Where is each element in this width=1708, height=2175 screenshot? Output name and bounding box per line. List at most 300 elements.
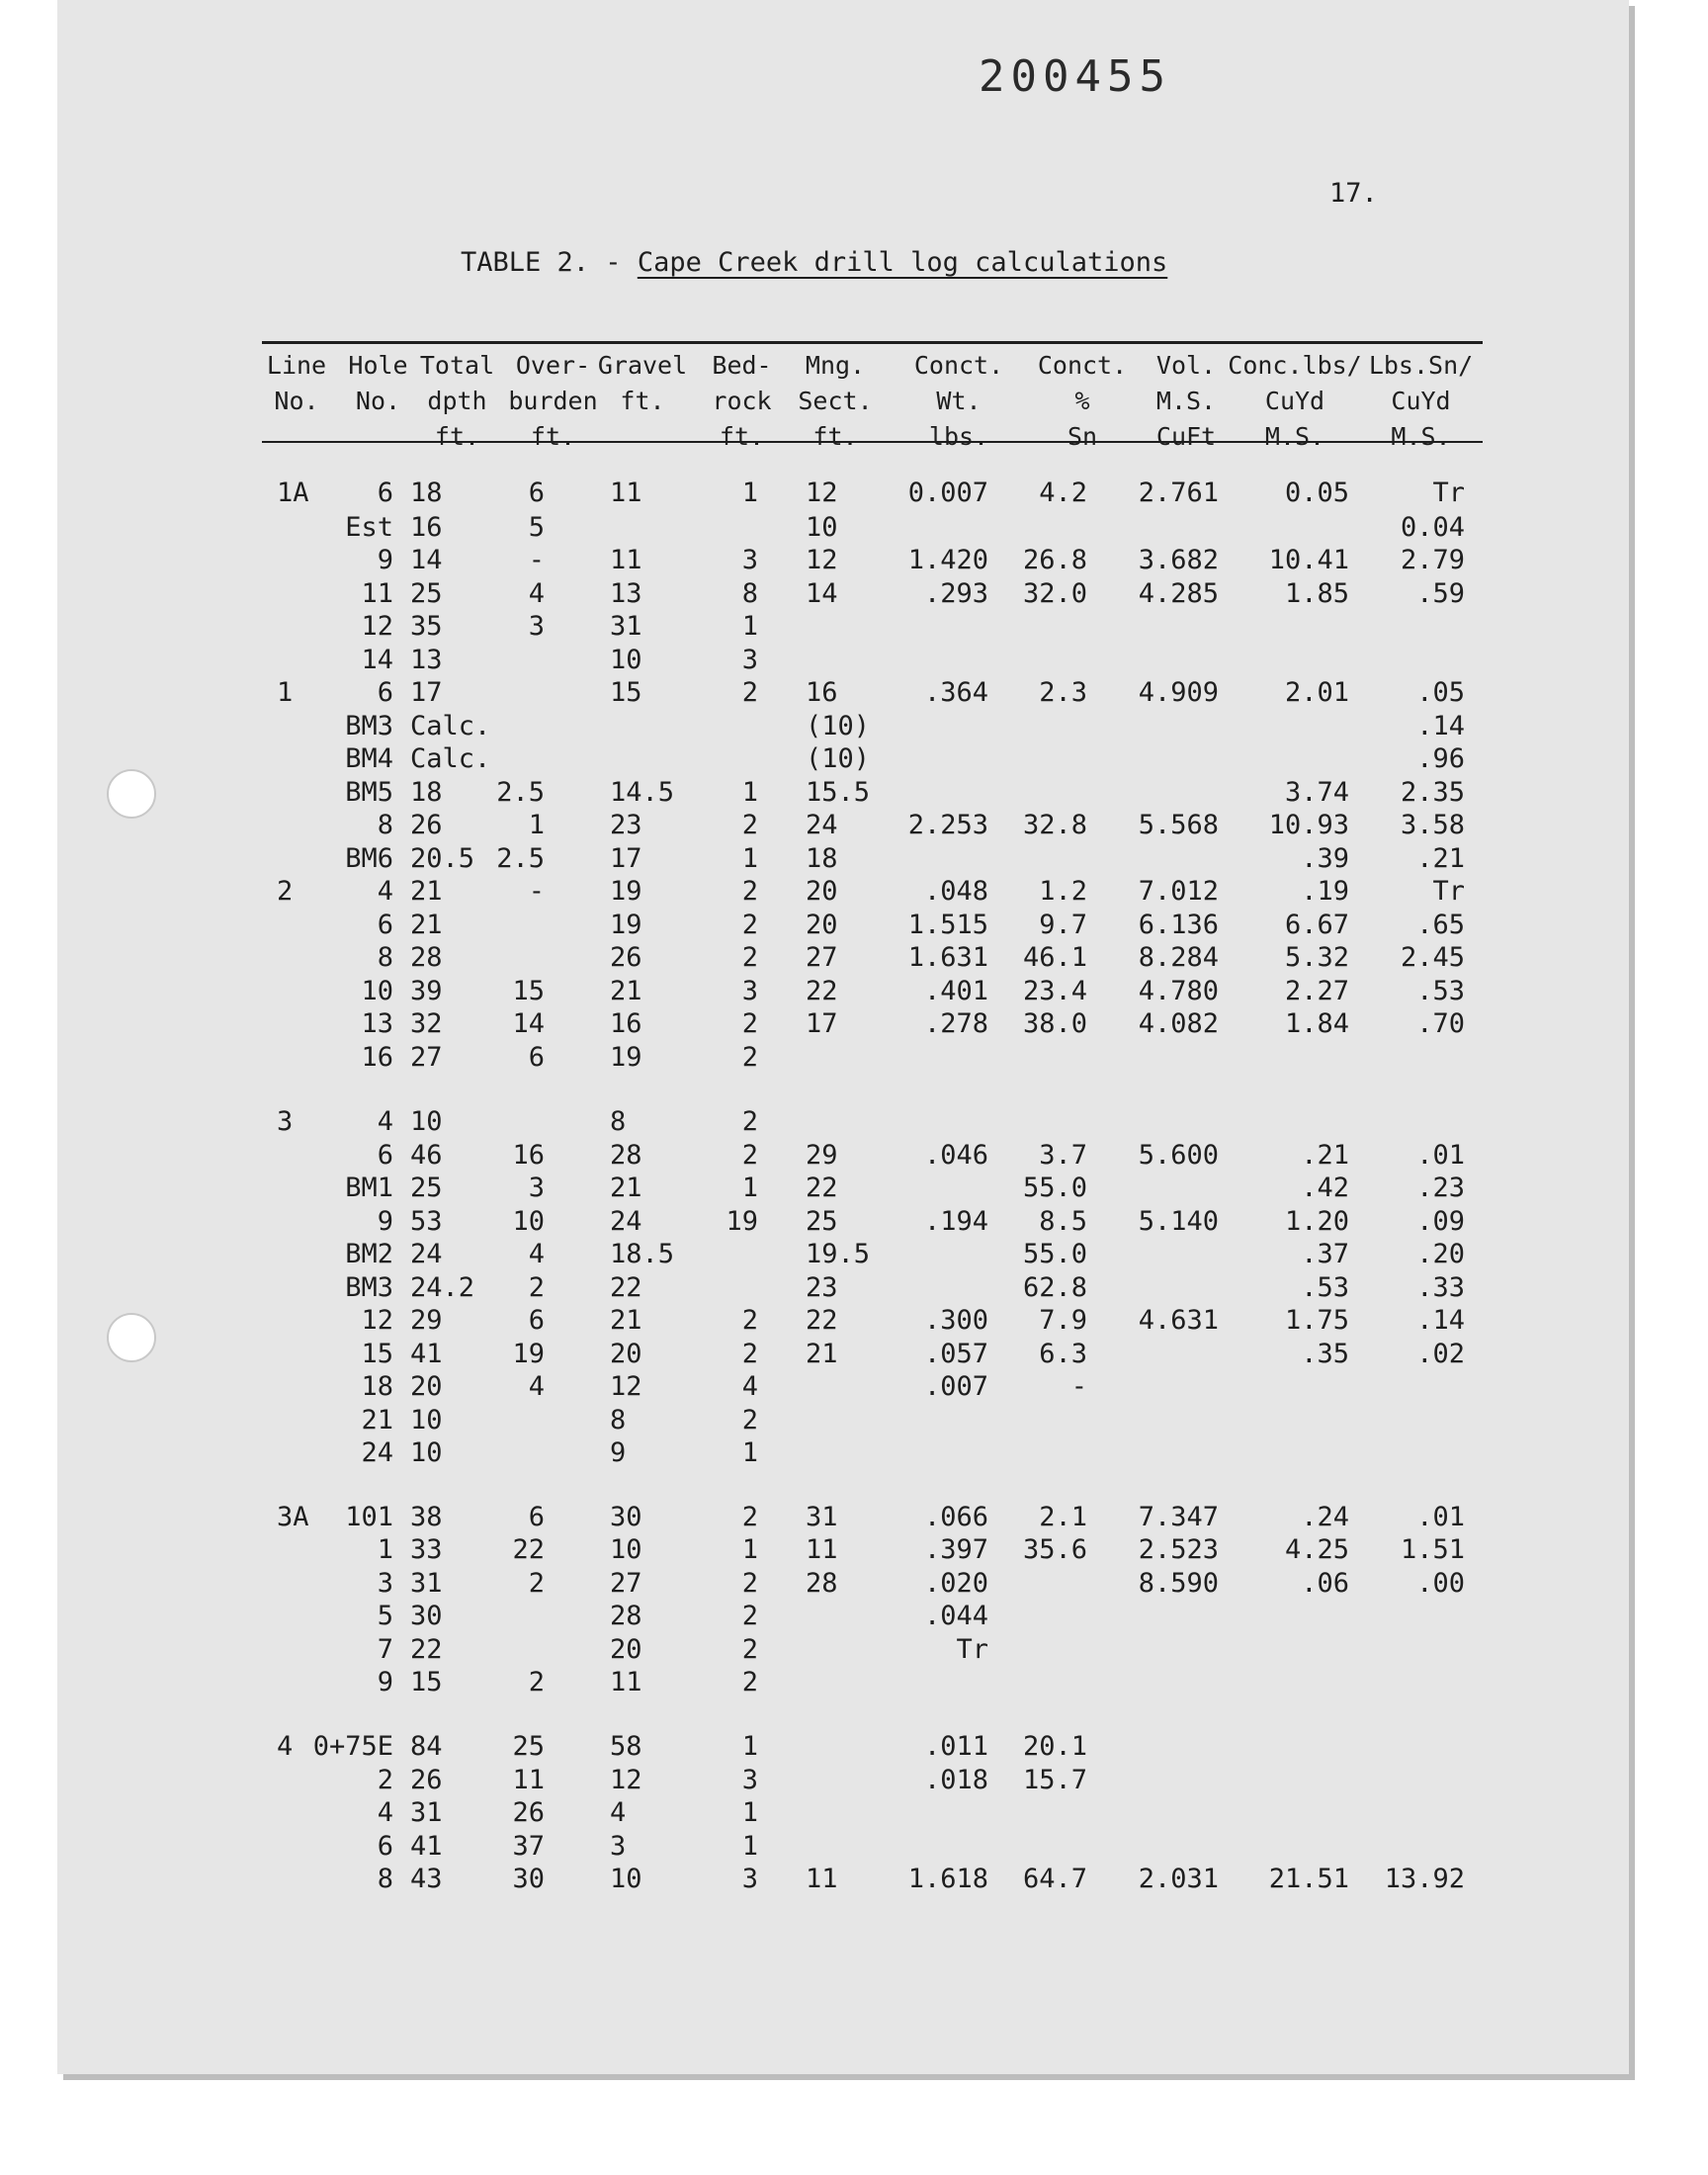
cell-concentrate-weight: .364 xyxy=(923,677,988,708)
cell-bedrock: 1 xyxy=(741,1437,758,1468)
cell-gravel: 20 xyxy=(610,1339,642,1369)
cell-hole-no: 9 xyxy=(377,1206,393,1237)
cell-line-no: 1 xyxy=(277,677,294,708)
cell-volume-ms: 8.590 xyxy=(1138,1568,1219,1599)
cell-concentrate-percent-sn: 4.2 xyxy=(1039,478,1087,508)
cell-volume-ms: 7.347 xyxy=(1138,1502,1219,1532)
cell-total-depth: 41 xyxy=(410,1339,443,1369)
header-overburden: Over- burden ft. xyxy=(508,351,598,451)
cell-mining-section: 24 xyxy=(806,810,838,840)
cell-concentrate-weight: 1.515 xyxy=(907,910,988,940)
cell-hole-no: 101 xyxy=(345,1502,393,1532)
cell-hole-no: BM3 xyxy=(345,1272,393,1303)
cell-mining-section: 29 xyxy=(806,1140,838,1171)
cell-overburden: 6 xyxy=(528,478,545,508)
cell-concentrate-percent-sn: 20.1 xyxy=(1022,1731,1087,1762)
cell-total-depth: 39 xyxy=(410,976,443,1006)
cell-bedrock: 1 xyxy=(741,478,758,508)
cell-hole-no: 8 xyxy=(377,810,393,840)
cell-hole-no: BM2 xyxy=(345,1239,393,1269)
cell-hole-no: BM4 xyxy=(345,743,393,774)
cell-volume-ms: 4.909 xyxy=(1138,677,1219,708)
cell-volume-ms: 4.631 xyxy=(1138,1305,1219,1336)
cell-total-depth: 18 xyxy=(410,777,443,808)
cell-overburden: 6 xyxy=(528,1502,545,1532)
cell-overburden: 3 xyxy=(528,611,545,642)
cell-concentrate-lbs-per-cuyd: 10.93 xyxy=(1268,810,1349,840)
cell-total-depth: 14 xyxy=(410,545,443,575)
cell-hole-no: 1 xyxy=(377,1534,393,1565)
cell-total-depth: 17 xyxy=(410,677,443,708)
cell-bedrock: 3 xyxy=(741,1864,758,1894)
cell-concentrate-lbs-per-cuyd: 1.85 xyxy=(1284,578,1349,609)
cell-hole-no: 4 xyxy=(377,1106,393,1137)
cell-concentrate-lbs-per-cuyd: 1.20 xyxy=(1284,1206,1349,1237)
cell-bedrock: 2 xyxy=(741,1042,758,1073)
cell-bedrock: 2 xyxy=(741,1502,758,1532)
cell-overburden: 30 xyxy=(512,1864,545,1894)
cell-lbs-sn-per-cuyd: .02 xyxy=(1416,1339,1465,1369)
cell-hole-no: 15 xyxy=(361,1339,393,1369)
cell-gravel: 58 xyxy=(610,1731,642,1762)
cell-gravel: 11 xyxy=(610,1667,642,1697)
cell-gravel: 18.5 xyxy=(610,1239,675,1269)
cell-bedrock: 3 xyxy=(741,1765,758,1795)
cell-lbs-sn-per-cuyd: 13.92 xyxy=(1384,1864,1465,1894)
cell-gravel: 11 xyxy=(610,478,642,508)
cell-hole-no: BM3 xyxy=(345,711,393,741)
cell-mining-section: 23 xyxy=(806,1272,838,1303)
cell-gravel: 21 xyxy=(610,976,642,1006)
cell-concentrate-percent-sn: 15.7 xyxy=(1022,1765,1087,1795)
cell-hole-no: 4 xyxy=(377,1797,393,1828)
header-gravel: Gravel ft. xyxy=(597,351,688,415)
cell-gravel: 28 xyxy=(610,1601,642,1631)
cell-total-depth: 25 xyxy=(410,1173,443,1203)
cell-hole-no: 9 xyxy=(377,545,393,575)
cell-concentrate-lbs-per-cuyd: .37 xyxy=(1301,1239,1349,1269)
cell-bedrock: 3 xyxy=(741,545,758,575)
cell-concentrate-lbs-per-cuyd: .19 xyxy=(1301,876,1349,907)
cell-gravel: 10 xyxy=(610,1534,642,1565)
cell-overburden: 4 xyxy=(528,1239,545,1269)
cell-overburden: 37 xyxy=(512,1831,545,1862)
cell-hole-no: 9 xyxy=(377,1667,393,1697)
cell-total-depth: 20.5 xyxy=(410,843,475,874)
cell-volume-ms: 5.568 xyxy=(1138,810,1219,840)
cell-concentrate-percent-sn: 32.8 xyxy=(1022,810,1087,840)
cell-gravel: 8 xyxy=(610,1405,627,1436)
cell-lbs-sn-per-cuyd: .23 xyxy=(1416,1173,1465,1203)
cell-gravel: 19 xyxy=(610,910,642,940)
header-concentrate-lbs-per-cuyd: Conc.lbs/ CuYd M.S. xyxy=(1228,351,1362,451)
cell-lbs-sn-per-cuyd: .05 xyxy=(1416,677,1465,708)
cell-concentrate-lbs-per-cuyd: 2.01 xyxy=(1284,677,1349,708)
cell-bedrock: 2 xyxy=(741,942,758,973)
punch-hole-top xyxy=(107,769,156,819)
cell-bedrock: 2 xyxy=(741,677,758,708)
cell-overburden: 6 xyxy=(528,1305,545,1336)
cell-concentrate-percent-sn: 9.7 xyxy=(1039,910,1087,940)
cell-hole-no: 18 xyxy=(361,1371,393,1402)
cell-mining-section: 20 xyxy=(806,876,838,907)
header-total-depth: Total dpth ft. xyxy=(419,351,495,451)
cell-concentrate-percent-sn: 38.0 xyxy=(1022,1008,1087,1039)
cell-concentrate-lbs-per-cuyd: 10.41 xyxy=(1268,545,1349,575)
cell-concentrate-weight: 0.007 xyxy=(907,478,988,508)
cell-volume-ms: 2.761 xyxy=(1138,478,1219,508)
cell-hole-no: Est xyxy=(345,512,393,543)
cell-gravel: 19 xyxy=(610,876,642,907)
cell-concentrate-percent-sn: 23.4 xyxy=(1022,976,1087,1006)
cell-concentrate-percent-sn: 26.8 xyxy=(1022,545,1087,575)
cell-gravel: 20 xyxy=(610,1634,642,1665)
cell-bedrock: 2 xyxy=(741,910,758,940)
cell-mining-section: 21 xyxy=(806,1339,838,1369)
cell-overburden: 2 xyxy=(528,1272,545,1303)
header-top-rule xyxy=(262,341,1483,344)
cell-volume-ms: 6.136 xyxy=(1138,910,1219,940)
cell-total-depth: 10 xyxy=(410,1106,443,1137)
cell-total-depth: 25 xyxy=(410,578,443,609)
cell-total-depth: 27 xyxy=(410,1042,443,1073)
cell-total-depth: 32 xyxy=(410,1008,443,1039)
cell-hole-no: 6 xyxy=(377,1140,393,1171)
cell-hole-no: 7 xyxy=(377,1634,393,1665)
cell-overburden: 1 xyxy=(528,810,545,840)
cell-bedrock: 2 xyxy=(741,1140,758,1171)
table-title-text: Cape Creek drill log calculations xyxy=(637,247,1168,278)
table-title xyxy=(461,247,1167,278)
cell-total-depth: 20 xyxy=(410,1371,443,1402)
cell-concentrate-lbs-per-cuyd: 6.67 xyxy=(1284,910,1349,940)
cell-mining-section: 15.5 xyxy=(806,777,871,808)
cell-concentrate-percent-sn: 46.1 xyxy=(1022,942,1087,973)
cell-mining-section: 12 xyxy=(806,545,838,575)
cell-overburden: 2.5 xyxy=(496,777,545,808)
cell-gravel: 19 xyxy=(610,1042,642,1073)
cell-hole-no: 10 xyxy=(361,976,393,1006)
cell-concentrate-weight: .066 xyxy=(923,1502,988,1532)
cell-concentrate-weight: .300 xyxy=(923,1305,988,1336)
cell-bedrock: 2 xyxy=(741,1305,758,1336)
cell-lbs-sn-per-cuyd: .70 xyxy=(1416,1008,1465,1039)
cell-gravel: 22 xyxy=(610,1272,642,1303)
cell-line-no: 3 xyxy=(277,1106,294,1137)
cell-total-depth: 29 xyxy=(410,1305,443,1336)
cell-hole-no: 16 xyxy=(361,1042,393,1073)
cell-mining-section: 14 xyxy=(806,578,838,609)
cell-concentrate-weight: .278 xyxy=(923,1008,988,1039)
cell-gravel: 15 xyxy=(610,677,642,708)
cell-bedrock: 2 xyxy=(741,876,758,907)
cell-bedrock: 2 xyxy=(741,810,758,840)
cell-concentrate-percent-sn: 62.8 xyxy=(1022,1272,1087,1303)
cell-concentrate-percent-sn: 1.2 xyxy=(1039,876,1087,907)
cell-lbs-sn-per-cuyd: 3.58 xyxy=(1400,810,1465,840)
cell-concentrate-percent-sn: - xyxy=(1070,1371,1087,1402)
cell-total-depth: 18 xyxy=(410,478,443,508)
cell-lbs-sn-per-cuyd: .53 xyxy=(1416,976,1465,1006)
cell-hole-no: 21 xyxy=(361,1405,393,1436)
cell-concentrate-lbs-per-cuyd: 5.32 xyxy=(1284,942,1349,973)
cell-total-depth: 43 xyxy=(410,1864,443,1894)
cell-total-depth: 24.2 xyxy=(410,1272,475,1303)
cell-bedrock: 1 xyxy=(741,1831,758,1862)
cell-overburden: 19 xyxy=(512,1339,545,1369)
cell-total-depth: 31 xyxy=(410,1568,443,1599)
cell-overburden: 11 xyxy=(512,1765,545,1795)
cell-lbs-sn-per-cuyd: Tr xyxy=(1432,876,1465,907)
cell-overburden: 22 xyxy=(512,1534,545,1565)
cell-lbs-sn-per-cuyd: .96 xyxy=(1416,743,1465,774)
cell-concentrate-weight: .397 xyxy=(923,1534,988,1565)
cell-concentrate-lbs-per-cuyd: 4.25 xyxy=(1284,1534,1349,1565)
cell-overburden: 6 xyxy=(528,1042,545,1073)
cell-gravel: 4 xyxy=(610,1797,627,1828)
document-page xyxy=(57,0,1629,2074)
cell-concentrate-lbs-per-cuyd: 0.05 xyxy=(1284,478,1349,508)
cell-concentrate-lbs-per-cuyd: .39 xyxy=(1301,843,1349,874)
cell-mining-section: 16 xyxy=(806,677,838,708)
cell-bedrock: 2 xyxy=(741,1405,758,1436)
cell-mining-section: 19.5 xyxy=(806,1239,871,1269)
cell-concentrate-lbs-per-cuyd: 21.51 xyxy=(1268,1864,1349,1894)
cell-overburden: 14 xyxy=(512,1008,545,1039)
cell-mining-section: (10) xyxy=(806,711,871,741)
cell-gravel: 24 xyxy=(610,1206,642,1237)
cell-hole-no: 6 xyxy=(377,1831,393,1862)
header-line-no: Line No. xyxy=(266,351,327,415)
cell-bedrock: 1 xyxy=(741,1797,758,1828)
cell-concentrate-weight: 2.253 xyxy=(907,810,988,840)
cell-hole-no: 5 xyxy=(377,1601,393,1631)
cell-total-depth: 84 xyxy=(410,1731,443,1762)
cell-line-no: 1A xyxy=(277,478,309,508)
cell-total-depth: 28 xyxy=(410,942,443,973)
cell-concentrate-percent-sn: 8.5 xyxy=(1039,1206,1087,1237)
cell-gravel: 23 xyxy=(610,810,642,840)
cell-mining-section: 22 xyxy=(806,1305,838,1336)
cell-total-depth: 13 xyxy=(410,645,443,675)
cell-concentrate-percent-sn: 2.3 xyxy=(1039,677,1087,708)
cell-concentrate-lbs-per-cuyd: 3.74 xyxy=(1284,777,1349,808)
header-bedrock: Bed- rock ft. xyxy=(712,351,772,451)
cell-hole-no: 6 xyxy=(377,478,393,508)
cell-bedrock: 1 xyxy=(741,1173,758,1203)
cell-overburden: 26 xyxy=(512,1797,545,1828)
cell-line-no: 3A xyxy=(277,1502,309,1532)
cell-total-depth: 10 xyxy=(410,1405,443,1436)
cell-hole-no: BM5 xyxy=(345,777,393,808)
cell-gravel: 12 xyxy=(610,1371,642,1402)
cell-total-depth: Calc. xyxy=(410,711,491,741)
cell-concentrate-weight: .020 xyxy=(923,1568,988,1599)
cell-gravel: 8 xyxy=(610,1106,627,1137)
cell-lbs-sn-per-cuyd: .65 xyxy=(1416,910,1465,940)
cell-bedrock: 2 xyxy=(741,1601,758,1631)
cell-mining-section: 31 xyxy=(806,1502,838,1532)
cell-concentrate-lbs-per-cuyd: .42 xyxy=(1301,1173,1349,1203)
cell-overburden: 4 xyxy=(528,1371,545,1402)
cell-hole-no: 11 xyxy=(361,578,393,609)
cell-total-depth: 16 xyxy=(410,512,443,543)
cell-concentrate-weight: 1.631 xyxy=(907,942,988,973)
cell-lbs-sn-per-cuyd: .33 xyxy=(1416,1272,1465,1303)
cell-bedrock: 1 xyxy=(741,1731,758,1762)
cell-bedrock: 8 xyxy=(741,578,758,609)
cell-lbs-sn-per-cuyd: 2.45 xyxy=(1400,942,1465,973)
cell-lbs-sn-per-cuyd: .14 xyxy=(1416,711,1465,741)
cell-concentrate-weight: 1.618 xyxy=(907,1864,988,1894)
cell-total-depth: 38 xyxy=(410,1502,443,1532)
cell-volume-ms: 4.285 xyxy=(1138,578,1219,609)
cell-mining-section: 20 xyxy=(806,910,838,940)
cell-concentrate-lbs-per-cuyd: .06 xyxy=(1301,1568,1349,1599)
cell-concentrate-percent-sn: 6.3 xyxy=(1039,1339,1087,1369)
cell-total-depth: 35 xyxy=(410,611,443,642)
cell-gravel: 21 xyxy=(610,1305,642,1336)
cell-total-depth: 22 xyxy=(410,1634,443,1665)
cell-concentrate-percent-sn: 55.0 xyxy=(1022,1239,1087,1269)
cell-gravel: 17 xyxy=(610,843,642,874)
cell-concentrate-weight: .011 xyxy=(923,1731,988,1762)
cell-overburden: - xyxy=(528,545,545,575)
header-hole-no: Hole No. xyxy=(348,351,408,415)
cell-total-depth: 21 xyxy=(410,876,443,907)
cell-volume-ms: 2.523 xyxy=(1138,1534,1219,1565)
cell-overburden: 2 xyxy=(528,1568,545,1599)
cell-hole-no: 8 xyxy=(377,942,393,973)
cell-overburden: 15 xyxy=(512,976,545,1006)
cell-hole-no: BM6 xyxy=(345,843,393,874)
cell-gravel: 9 xyxy=(610,1437,627,1468)
cell-gravel: 13 xyxy=(610,578,642,609)
cell-bedrock: 1 xyxy=(741,1534,758,1565)
cell-total-depth: 26 xyxy=(410,1765,443,1795)
cell-lbs-sn-per-cuyd: 2.35 xyxy=(1400,777,1465,808)
cell-concentrate-weight: .401 xyxy=(923,976,988,1006)
cell-concentrate-weight: .057 xyxy=(923,1339,988,1369)
cell-volume-ms: 4.082 xyxy=(1138,1008,1219,1039)
cell-hole-no: 13 xyxy=(361,1008,393,1039)
cell-concentrate-weight: .293 xyxy=(923,578,988,609)
cell-overburden: 10 xyxy=(512,1206,545,1237)
cell-total-depth: Calc. xyxy=(410,743,491,774)
cell-gravel: 21 xyxy=(610,1173,642,1203)
cell-volume-ms: 5.600 xyxy=(1138,1140,1219,1171)
cell-mining-section: 25 xyxy=(806,1206,838,1237)
cell-concentrate-weight: .048 xyxy=(923,876,988,907)
cell-hole-no: 12 xyxy=(361,1305,393,1336)
cell-concentrate-weight: Tr xyxy=(956,1634,988,1665)
cell-bedrock: 2 xyxy=(741,1106,758,1137)
cell-line-no: 4 xyxy=(277,1731,294,1762)
cell-lbs-sn-per-cuyd: .20 xyxy=(1416,1239,1465,1269)
cell-volume-ms: 5.140 xyxy=(1138,1206,1219,1237)
cell-concentrate-percent-sn: 35.6 xyxy=(1022,1534,1087,1565)
cell-bedrock: 2 xyxy=(741,1634,758,1665)
cell-hole-no: 14 xyxy=(361,645,393,675)
cell-hole-no: BM1 xyxy=(345,1173,393,1203)
cell-lbs-sn-per-cuyd: .09 xyxy=(1416,1206,1465,1237)
cell-gravel: 11 xyxy=(610,545,642,575)
cell-mining-section: 22 xyxy=(806,1173,838,1203)
cell-hole-no: 12 xyxy=(361,611,393,642)
punch-hole-bottom xyxy=(107,1313,156,1362)
cell-hole-no: 4 xyxy=(377,876,393,907)
cell-total-depth: 53 xyxy=(410,1206,443,1237)
cell-hole-no: 6 xyxy=(377,677,393,708)
cell-bedrock: 1 xyxy=(741,777,758,808)
cell-gravel: 31 xyxy=(610,611,642,642)
header-mining-section: Mng. Sect. ft. xyxy=(798,351,873,451)
cell-overburden: 3 xyxy=(528,1173,545,1203)
cell-mining-section: 18 xyxy=(806,843,838,874)
cell-lbs-sn-per-cuyd: .00 xyxy=(1416,1568,1465,1599)
cell-gravel: 10 xyxy=(610,1864,642,1894)
cell-total-depth: 46 xyxy=(410,1140,443,1171)
cell-bedrock: 4 xyxy=(741,1371,758,1402)
cell-total-depth: 33 xyxy=(410,1534,443,1565)
cell-bedrock: 2 xyxy=(741,1568,758,1599)
cell-concentrate-weight: .194 xyxy=(923,1206,988,1237)
cell-bedrock: 2 xyxy=(741,1339,758,1369)
cell-total-depth: 30 xyxy=(410,1601,443,1631)
cell-overburden: 4 xyxy=(528,578,545,609)
cell-lbs-sn-per-cuyd: 1.51 xyxy=(1400,1534,1465,1565)
cell-lbs-sn-per-cuyd: 0.04 xyxy=(1400,512,1465,543)
cell-bedrock: 1 xyxy=(741,843,758,874)
cell-overburden: 25 xyxy=(512,1731,545,1762)
cell-concentrate-lbs-per-cuyd: .21 xyxy=(1301,1140,1349,1171)
cell-total-depth: 21 xyxy=(410,910,443,940)
cell-total-depth: 26 xyxy=(410,810,443,840)
cell-total-depth: 15 xyxy=(410,1667,443,1697)
cell-hole-no: 2 xyxy=(377,1765,393,1795)
cell-mining-section: 28 xyxy=(806,1568,838,1599)
cell-concentrate-weight: .046 xyxy=(923,1140,988,1171)
cell-gravel: 28 xyxy=(610,1140,642,1171)
cell-line-no: 2 xyxy=(277,876,294,907)
cell-concentrate-percent-sn: 7.9 xyxy=(1039,1305,1087,1336)
cell-mining-section: 11 xyxy=(806,1534,838,1565)
cell-mining-section: 17 xyxy=(806,1008,838,1039)
cell-gravel: 3 xyxy=(610,1831,627,1862)
cell-concentrate-lbs-per-cuyd: 1.84 xyxy=(1284,1008,1349,1039)
cell-concentrate-lbs-per-cuyd: 2.27 xyxy=(1284,976,1349,1006)
cell-overburden: 16 xyxy=(512,1140,545,1171)
cell-overburden: - xyxy=(528,876,545,907)
cell-bedrock: 2 xyxy=(741,1667,758,1697)
cell-bedrock: 3 xyxy=(741,645,758,675)
cell-concentrate-weight: .044 xyxy=(923,1601,988,1631)
cell-gravel: 26 xyxy=(610,942,642,973)
cell-concentrate-lbs-per-cuyd: .53 xyxy=(1301,1272,1349,1303)
cell-concentrate-percent-sn: 64.7 xyxy=(1022,1864,1087,1894)
page-number: 17. xyxy=(1329,178,1378,209)
cell-concentrate-percent-sn: 2.1 xyxy=(1039,1502,1087,1532)
cell-mining-section: 12 xyxy=(806,478,838,508)
cell-total-depth: 31 xyxy=(410,1797,443,1828)
cell-total-depth: 41 xyxy=(410,1831,443,1862)
cell-lbs-sn-per-cuyd: .01 xyxy=(1416,1502,1465,1532)
cell-bedrock: 3 xyxy=(741,976,758,1006)
table-title-prefix: TABLE 2. - xyxy=(461,247,638,278)
cell-mining-section: 22 xyxy=(806,976,838,1006)
cell-concentrate-lbs-per-cuyd: 1.75 xyxy=(1284,1305,1349,1336)
cell-lbs-sn-per-cuyd: .21 xyxy=(1416,843,1465,874)
